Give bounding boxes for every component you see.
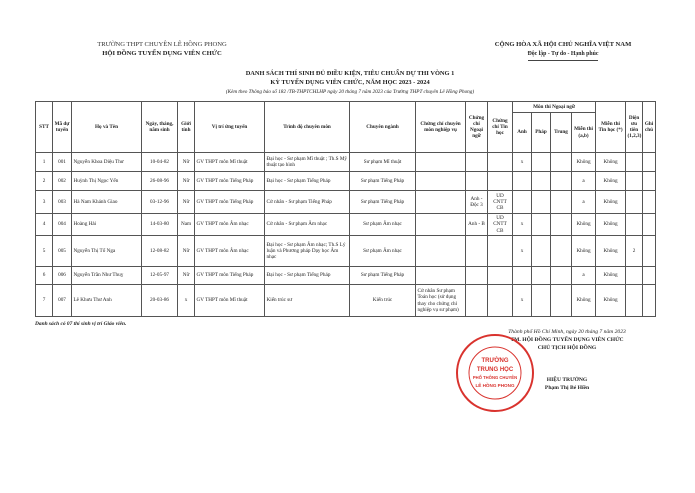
cell-position: GV THPT môn Âm nhạc bbox=[195, 236, 265, 267]
cell-stt: 2 bbox=[36, 172, 53, 191]
national-motto: Độc lập - Tự do - Hạnh phúc bbox=[528, 50, 599, 61]
cell-lang-cert bbox=[466, 172, 488, 191]
cell-ghi bbox=[643, 285, 656, 317]
cell-ma: 002 bbox=[53, 172, 72, 191]
cell-ma: 001 bbox=[53, 153, 72, 172]
cell-phap bbox=[532, 191, 551, 214]
cell-name: Huỳnh Thị Ngọc Yến bbox=[72, 172, 142, 191]
cell-trung bbox=[551, 153, 572, 172]
cell-stt: 5 bbox=[36, 236, 53, 267]
cell-mien-th: Không bbox=[596, 214, 626, 236]
cell-dob: 03-12-96 bbox=[142, 191, 178, 214]
cell-dob: 12-08-82 bbox=[142, 236, 178, 267]
cell-dien bbox=[626, 214, 643, 236]
header-right bbox=[478, 40, 648, 61]
cell-ma: 004 bbox=[53, 214, 72, 236]
cell-major: Sư phạm Mĩ thuật bbox=[350, 153, 416, 172]
header-major: Chuyên ngành bbox=[350, 102, 416, 153]
cell-gender: Nữ bbox=[178, 236, 195, 267]
official-seal bbox=[454, 332, 536, 414]
cell-phap bbox=[532, 153, 551, 172]
cell-mien-th: Không bbox=[596, 267, 626, 285]
cell-dien bbox=[626, 172, 643, 191]
header-mien-ngoai-ngu: Miễn thi (a,b) bbox=[572, 113, 596, 153]
cell-ghi bbox=[643, 267, 656, 285]
cell-cert: Cử nhân Sư phạm Toán học (sử dụng thay cho chứng chỉ nghiệp vụ sư phạm) bbox=[416, 285, 466, 317]
header-dien-uu-tien: Diện ưu tiên (1,2,3) bbox=[626, 102, 643, 153]
cell-level: Đại học - Sư phạm Âm nhạc; Th.S Lý luận và Phương pháp Dạy học Âm nhạc bbox=[265, 236, 350, 267]
cell-mien-nn: Không bbox=[572, 236, 596, 267]
cell-mien-th: Không bbox=[596, 153, 626, 172]
cell-ghi bbox=[643, 172, 656, 191]
candidate-count-note: Danh sách có 07 thí sinh vị trí Giáo viên. bbox=[35, 321, 127, 327]
seal-line-2: TRUNG HỌC bbox=[476, 367, 514, 373]
national-title: CỘNG HÒA XÃ HỘI CHỦ NGHĨA VIỆT NAM bbox=[494, 41, 632, 48]
cell-anh bbox=[513, 191, 532, 214]
header-ghi-chu: Ghi chú bbox=[643, 102, 656, 153]
cell-it-cert bbox=[488, 153, 513, 172]
table-row bbox=[36, 153, 656, 172]
cell-position: GV THPT môn Tiếng Pháp bbox=[195, 172, 265, 191]
cell-mien-nn: a bbox=[572, 267, 596, 285]
cell-major: Kiến trúc bbox=[350, 285, 416, 317]
cell-name: Nguyễn Khoa Diệu Thư bbox=[72, 153, 142, 172]
header-trung: Trung bbox=[551, 113, 572, 153]
cell-lang-cert bbox=[466, 153, 488, 172]
cell-cert bbox=[416, 153, 466, 172]
document-subtitle: (Kèm theo Thông báo số 182 /TB-THPTCHLHP ngày 20 tháng 7 năm 2023 của Trường THPT chuyên Lê Hồng Phong) bbox=[225, 89, 475, 95]
cell-stt: 7 bbox=[36, 285, 53, 317]
cell-dob: 14-03-80 bbox=[142, 214, 178, 236]
cell-ghi bbox=[643, 214, 656, 236]
cell-level: Đại học - Sư phạm Mĩ thuật ; Th.S Mỹ thuật tạo hình bbox=[265, 153, 350, 172]
header-mien-tin-hoc: Miễn thi Tin học (*) bbox=[596, 102, 626, 153]
table-row bbox=[36, 267, 656, 285]
cell-cert bbox=[416, 267, 466, 285]
cell-level: Cử nhân - Sư phạm Tiếng Pháp bbox=[265, 191, 350, 214]
cell-trung bbox=[551, 214, 572, 236]
cell-mien-nn: Không bbox=[572, 153, 596, 172]
header-cert: Chứng chỉ chuyên môn nghiệp vụ bbox=[416, 102, 466, 153]
cell-it-cert: UD CNTT CB bbox=[488, 214, 513, 236]
cell-gender: x bbox=[178, 285, 195, 317]
cell-gender: Nữ bbox=[178, 267, 195, 285]
cell-position: GV THPT môn Tiếng Pháp bbox=[195, 267, 265, 285]
cell-dien bbox=[626, 267, 643, 285]
school-name: TRƯỜNG THPT CHUYÊN LÊ HỒNG PHONG bbox=[97, 41, 227, 48]
cell-anh bbox=[513, 267, 532, 285]
cell-anh: x bbox=[513, 214, 532, 236]
signature-date: Thành phố Hồ Chí Minh, ngày 20 tháng 7 năm 2023 bbox=[508, 329, 626, 335]
seal-line-1: TRƯỜNG bbox=[481, 358, 509, 364]
cell-mien-th: Không bbox=[596, 285, 626, 317]
cell-mien-th: Không bbox=[596, 236, 626, 267]
cell-ma: 006 bbox=[53, 267, 72, 285]
signature-role: CHỦ TỊCH HỘI ĐỒNG bbox=[537, 345, 597, 351]
cell-ghi bbox=[643, 191, 656, 214]
cell-anh: x bbox=[513, 153, 532, 172]
header-position: Vị trí ứng tuyển bbox=[195, 102, 265, 153]
cell-dob: 12-05-97 bbox=[142, 267, 178, 285]
cell-lang-cert bbox=[466, 267, 488, 285]
cell-lang-cert bbox=[466, 236, 488, 267]
cell-dien: 2 bbox=[626, 236, 643, 267]
header-phap: Pháp bbox=[532, 113, 551, 153]
cell-cert bbox=[416, 191, 466, 214]
cell-level: Kiến trúc sư bbox=[265, 285, 350, 317]
cell-trung bbox=[551, 172, 572, 191]
cell-position: GV THPT môn Mĩ thuật bbox=[195, 285, 265, 317]
header-dob: Ngày, tháng, năm sinh bbox=[142, 102, 178, 153]
cell-it-cert bbox=[488, 267, 513, 285]
cell-gender: Nữ bbox=[178, 153, 195, 172]
council-name: HỘI ĐỒNG TUYỂN DỤNG VIÊN CHỨC bbox=[102, 50, 222, 57]
cell-ma: 007 bbox=[53, 285, 72, 317]
header-foreign-group: Môn thi Ngoại ngữ bbox=[513, 102, 596, 113]
cell-it-cert bbox=[488, 172, 513, 191]
candidate-table bbox=[35, 101, 656, 317]
cell-lang-cert bbox=[466, 285, 488, 317]
cell-trung bbox=[551, 236, 572, 267]
cell-cert bbox=[416, 214, 466, 236]
cell-major: Sư phạm Tiếng Pháp bbox=[350, 191, 416, 214]
cell-dob: 10-04-82 bbox=[142, 153, 178, 172]
seal-line-4: LÊ HỒNG PHONG bbox=[475, 383, 515, 388]
cell-major: Sư phạm Âm nhạc bbox=[350, 214, 416, 236]
cell-mien-nn: a bbox=[572, 191, 596, 214]
cell-cert bbox=[416, 236, 466, 267]
cell-cert bbox=[416, 172, 466, 191]
signature-title: HIỆU TRƯỞNG bbox=[546, 377, 588, 383]
table-row bbox=[36, 236, 656, 267]
seal-line-3: PHỔ THÔNG CHUYÊN bbox=[472, 375, 518, 380]
cell-trung bbox=[551, 191, 572, 214]
cell-dob: 20-03-86 bbox=[142, 285, 178, 317]
header-gender: Giới tính bbox=[178, 102, 195, 153]
header-anh: Anh bbox=[513, 113, 532, 153]
cell-stt: 1 bbox=[36, 153, 53, 172]
cell-lang-cert: Anh - Độc 3 bbox=[466, 191, 488, 214]
cell-ma: 003 bbox=[53, 191, 72, 214]
cell-ghi bbox=[643, 236, 656, 267]
cell-phap bbox=[532, 236, 551, 267]
cell-name: Hoàng Hải bbox=[72, 214, 142, 236]
cell-name: Hà Nam Khánh Giao bbox=[72, 191, 142, 214]
cell-position: GV THPT môn Âm nhạc bbox=[195, 214, 265, 236]
title-line-2: KỲ TUYỂN DỤNG VIÊN CHỨC, NĂM HỌC 2023 - 2024 bbox=[270, 78, 430, 86]
signature-org: TM. HỘI ĐỒNG TUYỂN DỤNG VIÊN CHỨC bbox=[510, 337, 624, 343]
cell-name: Nguyễn Thị Tố Nga bbox=[72, 236, 142, 267]
cell-it-cert bbox=[488, 285, 513, 317]
cell-dien bbox=[626, 153, 643, 172]
cell-phap bbox=[532, 267, 551, 285]
cell-phap bbox=[532, 285, 551, 317]
signature-name: Phạm Thị Bé Hiền bbox=[544, 385, 590, 391]
cell-ma: 005 bbox=[53, 236, 72, 267]
cell-level: Đại học - Sư phạm Tiếng Pháp bbox=[265, 172, 350, 191]
cell-anh bbox=[513, 172, 532, 191]
cell-dien bbox=[626, 191, 643, 214]
cell-position: GV THPT môn Tiếng Pháp bbox=[195, 191, 265, 214]
cell-ghi bbox=[643, 153, 656, 172]
header-stt: STT bbox=[36, 102, 53, 153]
cell-mien-nn: a bbox=[572, 172, 596, 191]
cell-position: GV THPT môn Mĩ thuật bbox=[195, 153, 265, 172]
cell-it-cert: UD CNTT CB bbox=[488, 191, 513, 214]
cell-stt: 4 bbox=[36, 214, 53, 236]
header-lang-cert: Chứng chỉ Ngoại ngữ bbox=[466, 102, 488, 153]
cell-trung bbox=[551, 267, 572, 285]
cell-major: Sư phạm Âm nhạc bbox=[350, 236, 416, 267]
cell-mien-nn: Không bbox=[572, 214, 596, 236]
title-line-1: DANH SÁCH THÍ SINH ĐỦ ĐIỀU KIỆN, TIÊU CHUẨN DỰ THI VÒNG 1 bbox=[245, 70, 455, 77]
table-row bbox=[36, 285, 656, 317]
cell-stt: 3 bbox=[36, 191, 53, 214]
cell-dob: 26-08-96 bbox=[142, 172, 178, 191]
cell-major: Sư phạm Tiếng Pháp bbox=[350, 267, 416, 285]
header-it-cert: Chứng chỉ Tin học bbox=[488, 102, 513, 153]
cell-gender: Nữ bbox=[178, 191, 195, 214]
header-level: Trình độ chuyên môn bbox=[265, 102, 350, 153]
cell-name: Lê Khưu Thư Anh bbox=[72, 285, 142, 317]
cell-lang-cert: Anh - B bbox=[466, 214, 488, 236]
cell-trung bbox=[551, 285, 572, 317]
cell-stt: 6 bbox=[36, 267, 53, 285]
cell-anh: x bbox=[513, 285, 532, 317]
header-name: Họ và Tên bbox=[72, 102, 142, 153]
cell-mien-nn: Không bbox=[572, 285, 596, 317]
cell-dien bbox=[626, 285, 643, 317]
cell-name: Nguyễn Trần Như Thuỵ bbox=[72, 267, 142, 285]
cell-mien-th: Không bbox=[596, 191, 626, 214]
cell-mien-th: Không bbox=[596, 172, 626, 191]
document-title bbox=[120, 70, 580, 88]
header-ma: Mã dự tuyển bbox=[53, 102, 72, 153]
header-left bbox=[62, 40, 262, 58]
table-row bbox=[36, 172, 656, 191]
cell-phap bbox=[532, 214, 551, 236]
cell-gender: Nữ bbox=[178, 172, 195, 191]
cell-major: Sư phạm Tiếng Pháp bbox=[350, 172, 416, 191]
cell-level: Cử nhân - Sư phạm Âm nhạc bbox=[265, 214, 350, 236]
cell-gender: Nam bbox=[178, 214, 195, 236]
cell-it-cert bbox=[488, 236, 513, 267]
cell-phap bbox=[532, 172, 551, 191]
table-row bbox=[36, 191, 656, 214]
cell-level: Đại học - Sư phạm Tiếng Pháp bbox=[265, 267, 350, 285]
cell-anh: x bbox=[513, 236, 532, 267]
table-row bbox=[36, 214, 656, 236]
